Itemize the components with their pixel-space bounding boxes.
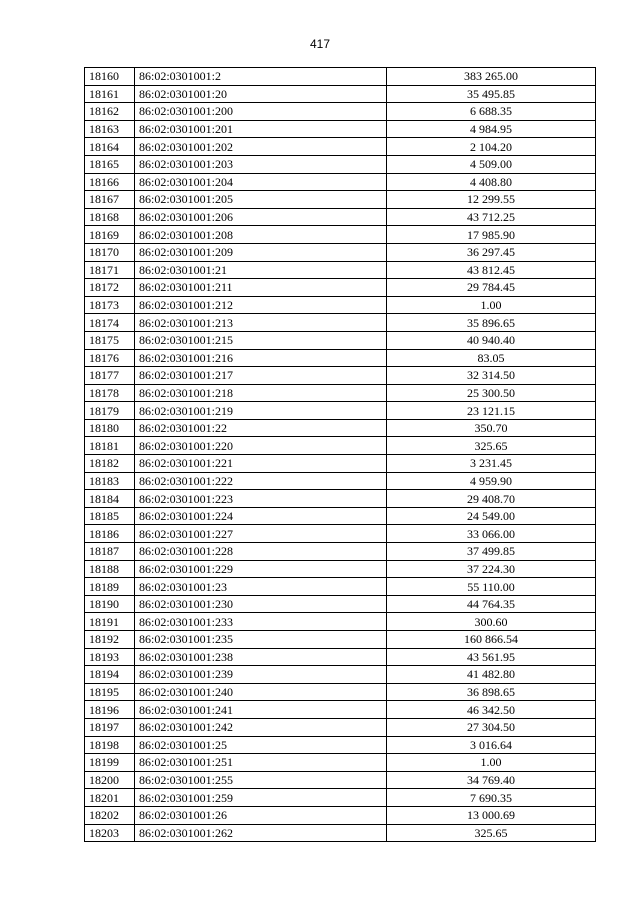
- cadastral-number-cell: 86:02:0301001:211: [135, 279, 387, 297]
- value-cell: 350.70: [387, 419, 596, 437]
- cadastral-number-cell: 86:02:0301001:23: [135, 578, 387, 596]
- row-number-cell: 18184: [85, 490, 135, 508]
- cadastral-number-cell: 86:02:0301001:217: [135, 367, 387, 385]
- value-cell: 27 304.50: [387, 718, 596, 736]
- cadastral-number-cell: 86:02:0301001:21: [135, 261, 387, 279]
- row-number-cell: 18173: [85, 296, 135, 314]
- row-number-cell: 18191: [85, 613, 135, 631]
- row-number-cell: 18197: [85, 718, 135, 736]
- table-row: [85, 754, 596, 772]
- table-row: [85, 666, 596, 684]
- cadastral-number-cell: 86:02:0301001:202: [135, 138, 387, 156]
- table-row: [85, 525, 596, 543]
- row-number-cell: 18166: [85, 173, 135, 191]
- table-row: [85, 631, 596, 649]
- row-number-cell: 18167: [85, 191, 135, 209]
- cadastral-number-cell: 86:02:0301001:223: [135, 490, 387, 508]
- value-cell: 3 231.45: [387, 455, 596, 473]
- table-row: [85, 472, 596, 490]
- cadastral-number-cell: 86:02:0301001:212: [135, 296, 387, 314]
- value-cell: 23 121.15: [387, 402, 596, 420]
- value-cell: 43 812.45: [387, 261, 596, 279]
- table-row: [85, 103, 596, 121]
- cadastral-number-cell: 86:02:0301001:222: [135, 472, 387, 490]
- table-row: [85, 279, 596, 297]
- table-row: [85, 736, 596, 754]
- value-cell: 325.65: [387, 824, 596, 842]
- cadastral-number-cell: 86:02:0301001:26: [135, 806, 387, 824]
- row-number-cell: 18171: [85, 261, 135, 279]
- value-cell: 36 898.65: [387, 683, 596, 701]
- table-row: [85, 771, 596, 789]
- row-number-cell: 18190: [85, 595, 135, 613]
- value-cell: 1.00: [387, 754, 596, 772]
- row-number-cell: 18187: [85, 543, 135, 561]
- cadastral-number-cell: 86:02:0301001:235: [135, 631, 387, 649]
- cadastral-number-cell: 86:02:0301001:209: [135, 243, 387, 261]
- table-row: [85, 683, 596, 701]
- cadastral-number-cell: 86:02:0301001:219: [135, 402, 387, 420]
- cadastral-number-cell: 86:02:0301001:229: [135, 560, 387, 578]
- table-body: [85, 68, 596, 842]
- value-cell: 41 482.80: [387, 666, 596, 684]
- value-cell: 83.05: [387, 349, 596, 367]
- row-number-cell: 18203: [85, 824, 135, 842]
- row-number-cell: 18160: [85, 68, 135, 86]
- table-row: [85, 490, 596, 508]
- cadastral-number-cell: 86:02:0301001:242: [135, 718, 387, 736]
- table-row: [85, 560, 596, 578]
- row-number-cell: 18161: [85, 85, 135, 103]
- table-row: [85, 68, 596, 86]
- row-number-cell: 18199: [85, 754, 135, 772]
- cadastral-number-cell: 86:02:0301001:224: [135, 507, 387, 525]
- value-cell: 35 495.85: [387, 85, 596, 103]
- row-number-cell: 18201: [85, 789, 135, 807]
- row-number-cell: 18179: [85, 402, 135, 420]
- value-cell: 25 300.50: [387, 384, 596, 402]
- value-cell: 4 509.00: [387, 155, 596, 173]
- table-row: [85, 648, 596, 666]
- row-number-cell: 18174: [85, 314, 135, 332]
- table-row: [85, 138, 596, 156]
- value-cell: 1.00: [387, 296, 596, 314]
- table-row: [85, 208, 596, 226]
- table-row: [85, 578, 596, 596]
- value-cell: 35 896.65: [387, 314, 596, 332]
- row-number-cell: 18198: [85, 736, 135, 754]
- value-cell: 17 985.90: [387, 226, 596, 244]
- row-number-cell: 18193: [85, 648, 135, 666]
- value-cell: 383 265.00: [387, 68, 596, 86]
- table-row: [85, 349, 596, 367]
- value-cell: 37 224.30: [387, 560, 596, 578]
- table-row: [85, 226, 596, 244]
- cadastral-number-cell: 86:02:0301001:221: [135, 455, 387, 473]
- value-cell: 40 940.40: [387, 331, 596, 349]
- value-cell: 43 712.25: [387, 208, 596, 226]
- cadastral-number-cell: 86:02:0301001:22: [135, 419, 387, 437]
- table-row: [85, 718, 596, 736]
- cadastral-number-cell: 86:02:0301001:20: [135, 85, 387, 103]
- cadastral-number-cell: 86:02:0301001:255: [135, 771, 387, 789]
- row-number-cell: 18192: [85, 631, 135, 649]
- table-row: [85, 85, 596, 103]
- table-row: [85, 507, 596, 525]
- value-cell: 160 866.54: [387, 631, 596, 649]
- cadastral-number-cell: 86:02:0301001:201: [135, 120, 387, 138]
- table-row: [85, 296, 596, 314]
- table-row: [85, 806, 596, 824]
- cadastral-number-cell: 86:02:0301001:215: [135, 331, 387, 349]
- value-cell: 43 561.95: [387, 648, 596, 666]
- value-cell: 55 110.00: [387, 578, 596, 596]
- cadastral-number-cell: 86:02:0301001:203: [135, 155, 387, 173]
- table-row: [85, 261, 596, 279]
- cadastral-number-cell: 86:02:0301001:262: [135, 824, 387, 842]
- table-row: [85, 120, 596, 138]
- value-cell: 4 984.95: [387, 120, 596, 138]
- row-number-cell: 18168: [85, 208, 135, 226]
- value-cell: 6 688.35: [387, 103, 596, 121]
- value-cell: 37 499.85: [387, 543, 596, 561]
- row-number-cell: 18165: [85, 155, 135, 173]
- cadastral-number-cell: 86:02:0301001:200: [135, 103, 387, 121]
- row-number-cell: 18182: [85, 455, 135, 473]
- value-cell: 34 769.40: [387, 771, 596, 789]
- table-row: [85, 455, 596, 473]
- table-row: [85, 613, 596, 631]
- row-number-cell: 18200: [85, 771, 135, 789]
- cadastral-number-cell: 86:02:0301001:240: [135, 683, 387, 701]
- row-number-cell: 18176: [85, 349, 135, 367]
- value-cell: 24 549.00: [387, 507, 596, 525]
- value-cell: 46 342.50: [387, 701, 596, 719]
- cadastral-number-cell: 86:02:0301001:230: [135, 595, 387, 613]
- table-row: [85, 437, 596, 455]
- cadastral-number-cell: 86:02:0301001:218: [135, 384, 387, 402]
- table-row: [85, 419, 596, 437]
- cadastral-number-cell: 86:02:0301001:228: [135, 543, 387, 561]
- table-row: [85, 701, 596, 719]
- cadastral-number-cell: 86:02:0301001:239: [135, 666, 387, 684]
- value-cell: 12 299.55: [387, 191, 596, 209]
- value-cell: 29 408.70: [387, 490, 596, 508]
- cadastral-number-cell: 86:02:0301001:216: [135, 349, 387, 367]
- row-number-cell: 18162: [85, 103, 135, 121]
- cadastral-number-cell: 86:02:0301001:204: [135, 173, 387, 191]
- cadastral-number-cell: 86:02:0301001:259: [135, 789, 387, 807]
- row-number-cell: 18183: [85, 472, 135, 490]
- value-cell: 32 314.50: [387, 367, 596, 385]
- cadastral-number-cell: 86:02:0301001:206: [135, 208, 387, 226]
- table-row: [85, 243, 596, 261]
- value-cell: 13 000.69: [387, 806, 596, 824]
- row-number-cell: 18180: [85, 419, 135, 437]
- row-number-cell: 18195: [85, 683, 135, 701]
- cadastral-number-cell: 86:02:0301001:220: [135, 437, 387, 455]
- cadastral-number-cell: 86:02:0301001:233: [135, 613, 387, 631]
- page-number: 417: [309, 37, 331, 51]
- value-cell: 29 784.45: [387, 279, 596, 297]
- cadastral-number-cell: 86:02:0301001:238: [135, 648, 387, 666]
- row-number-cell: 18164: [85, 138, 135, 156]
- row-number-cell: 18181: [85, 437, 135, 455]
- row-number-cell: 18188: [85, 560, 135, 578]
- row-number-cell: 18185: [85, 507, 135, 525]
- table-row: [85, 543, 596, 561]
- value-cell: 44 764.35: [387, 595, 596, 613]
- table-row: [85, 367, 596, 385]
- value-cell: 325.65: [387, 437, 596, 455]
- table-row: [85, 384, 596, 402]
- data-table: [84, 67, 596, 842]
- row-number-cell: 18177: [85, 367, 135, 385]
- row-number-cell: 18178: [85, 384, 135, 402]
- table-row: [85, 595, 596, 613]
- table-row: [85, 824, 596, 842]
- table-row: [85, 402, 596, 420]
- value-cell: 4 408.80: [387, 173, 596, 191]
- row-number-cell: 18196: [85, 701, 135, 719]
- value-cell: 36 297.45: [387, 243, 596, 261]
- table-row: [85, 155, 596, 173]
- row-number-cell: 18169: [85, 226, 135, 244]
- cadastral-number-cell: 86:02:0301001:205: [135, 191, 387, 209]
- cadastral-number-cell: 86:02:0301001:208: [135, 226, 387, 244]
- table-row: [85, 789, 596, 807]
- table-row: [85, 173, 596, 191]
- table-row: [85, 191, 596, 209]
- row-number-cell: 18175: [85, 331, 135, 349]
- cadastral-number-cell: 86:02:0301001:241: [135, 701, 387, 719]
- cadastral-number-cell: 86:02:0301001:2: [135, 68, 387, 86]
- row-number-cell: 18163: [85, 120, 135, 138]
- row-number-cell: 18186: [85, 525, 135, 543]
- value-cell: 2 104.20: [387, 138, 596, 156]
- value-cell: 300.60: [387, 613, 596, 631]
- value-cell: 33 066.00: [387, 525, 596, 543]
- cadastral-number-cell: 86:02:0301001:213: [135, 314, 387, 332]
- table-row: [85, 331, 596, 349]
- row-number-cell: 18194: [85, 666, 135, 684]
- cadastral-number-cell: 86:02:0301001:251: [135, 754, 387, 772]
- value-cell: 3 016.64: [387, 736, 596, 754]
- cadastral-number-cell: 86:02:0301001:25: [135, 736, 387, 754]
- cadastral-number-cell: 86:02:0301001:227: [135, 525, 387, 543]
- table-row: [85, 314, 596, 332]
- value-cell: 4 959.90: [387, 472, 596, 490]
- row-number-cell: 18170: [85, 243, 135, 261]
- value-cell: 7 690.35: [387, 789, 596, 807]
- row-number-cell: 18189: [85, 578, 135, 596]
- row-number-cell: 18172: [85, 279, 135, 297]
- row-number-cell: 18202: [85, 806, 135, 824]
